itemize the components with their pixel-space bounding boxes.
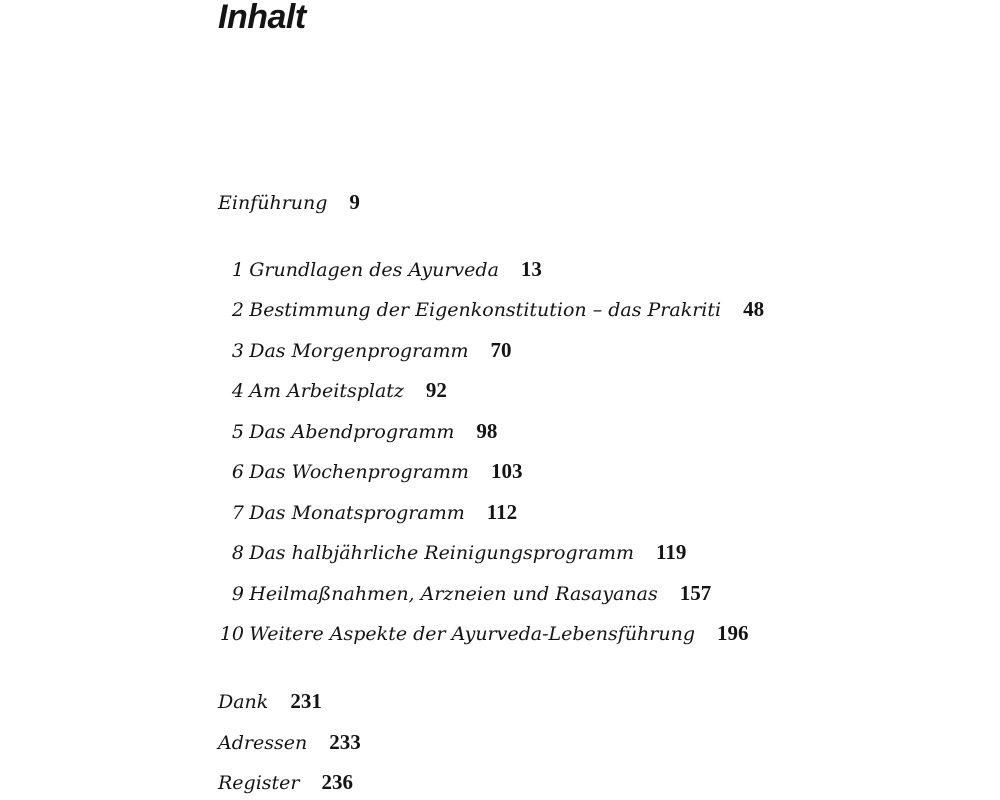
- toc-entry-dank: [218, 686, 322, 716]
- chapter-number: 10: [219, 623, 244, 645]
- chapter-label: Weitere Aspekte der Ayurveda-Lebensführung: [249, 623, 696, 645]
- chapter-page: 103: [490, 459, 523, 483]
- toc-entry-page: 9: [349, 190, 360, 214]
- chapter-page: 157: [679, 581, 712, 605]
- toc-entry-label: Einführung: [218, 192, 328, 214]
- chapter-label: Bestimmung der Eigenkonstitution – das Prakriti: [249, 299, 722, 321]
- chapter-page: 48: [743, 297, 765, 321]
- toc-entry-label: Dank: [218, 691, 269, 713]
- chapter-number: 1: [231, 259, 244, 281]
- toc-entry-page: 231: [290, 689, 322, 713]
- chapter-number: 5: [231, 421, 244, 443]
- chapter-number: 4: [231, 380, 244, 402]
- chapter-label: Das halbjährliche Reinigungsprogramm: [249, 542, 635, 564]
- page-title: Inhalt: [218, 0, 306, 36]
- chapter-number: 8: [231, 542, 244, 564]
- chapter-label: Das Abendprogramm: [249, 421, 455, 443]
- toc-chapter-1: [212, 254, 542, 284]
- chapter-number: 6: [231, 461, 244, 483]
- toc-entry-page: 236: [321, 770, 354, 794]
- chapter-page: 196: [717, 621, 749, 645]
- toc-chapter-4: [212, 375, 447, 405]
- chapter-label: Am Arbeitsplatz: [249, 380, 404, 402]
- chapter-number: 2: [231, 299, 244, 321]
- toc-entry-label: Adressen: [218, 732, 308, 754]
- chapter-label: Das Monatsprogramm: [249, 502, 465, 524]
- toc-entry-page: 233: [329, 730, 361, 754]
- toc-chapter-8: [212, 537, 686, 567]
- toc-chapter-2: [212, 294, 764, 324]
- chapter-page: 70: [490, 338, 512, 362]
- chapter-label: Grundlagen des Ayurveda: [249, 259, 499, 281]
- toc-chapter-3: [212, 335, 512, 365]
- chapter-label: Heilmaßnahmen, Arzneien und Rasayanas: [249, 583, 658, 605]
- toc-chapter-9: [212, 578, 711, 608]
- toc-entry-register: [218, 767, 353, 797]
- toc-chapter-7: [212, 497, 517, 527]
- chapter-label: Das Wochenprogramm: [249, 461, 469, 483]
- chapter-label: Das Morgenprogramm: [249, 340, 469, 362]
- chapter-page: 112: [486, 500, 518, 524]
- chapter-page: 92: [425, 378, 447, 402]
- toc-chapter-5: [212, 416, 497, 446]
- toc-entry-label: Register: [218, 772, 300, 794]
- chapter-page: 13: [520, 257, 542, 281]
- chapter-page: 98: [476, 419, 498, 443]
- chapter-number: 9: [231, 583, 244, 605]
- toc-chapter-6: [212, 456, 522, 486]
- toc-chapter-10: [212, 618, 749, 648]
- chapter-number: 7: [231, 502, 244, 524]
- chapter-number: 3: [231, 340, 244, 362]
- toc-entry-adressen: [218, 727, 361, 757]
- chapter-page: 119: [656, 540, 687, 564]
- toc-entry-intro: [218, 187, 360, 217]
